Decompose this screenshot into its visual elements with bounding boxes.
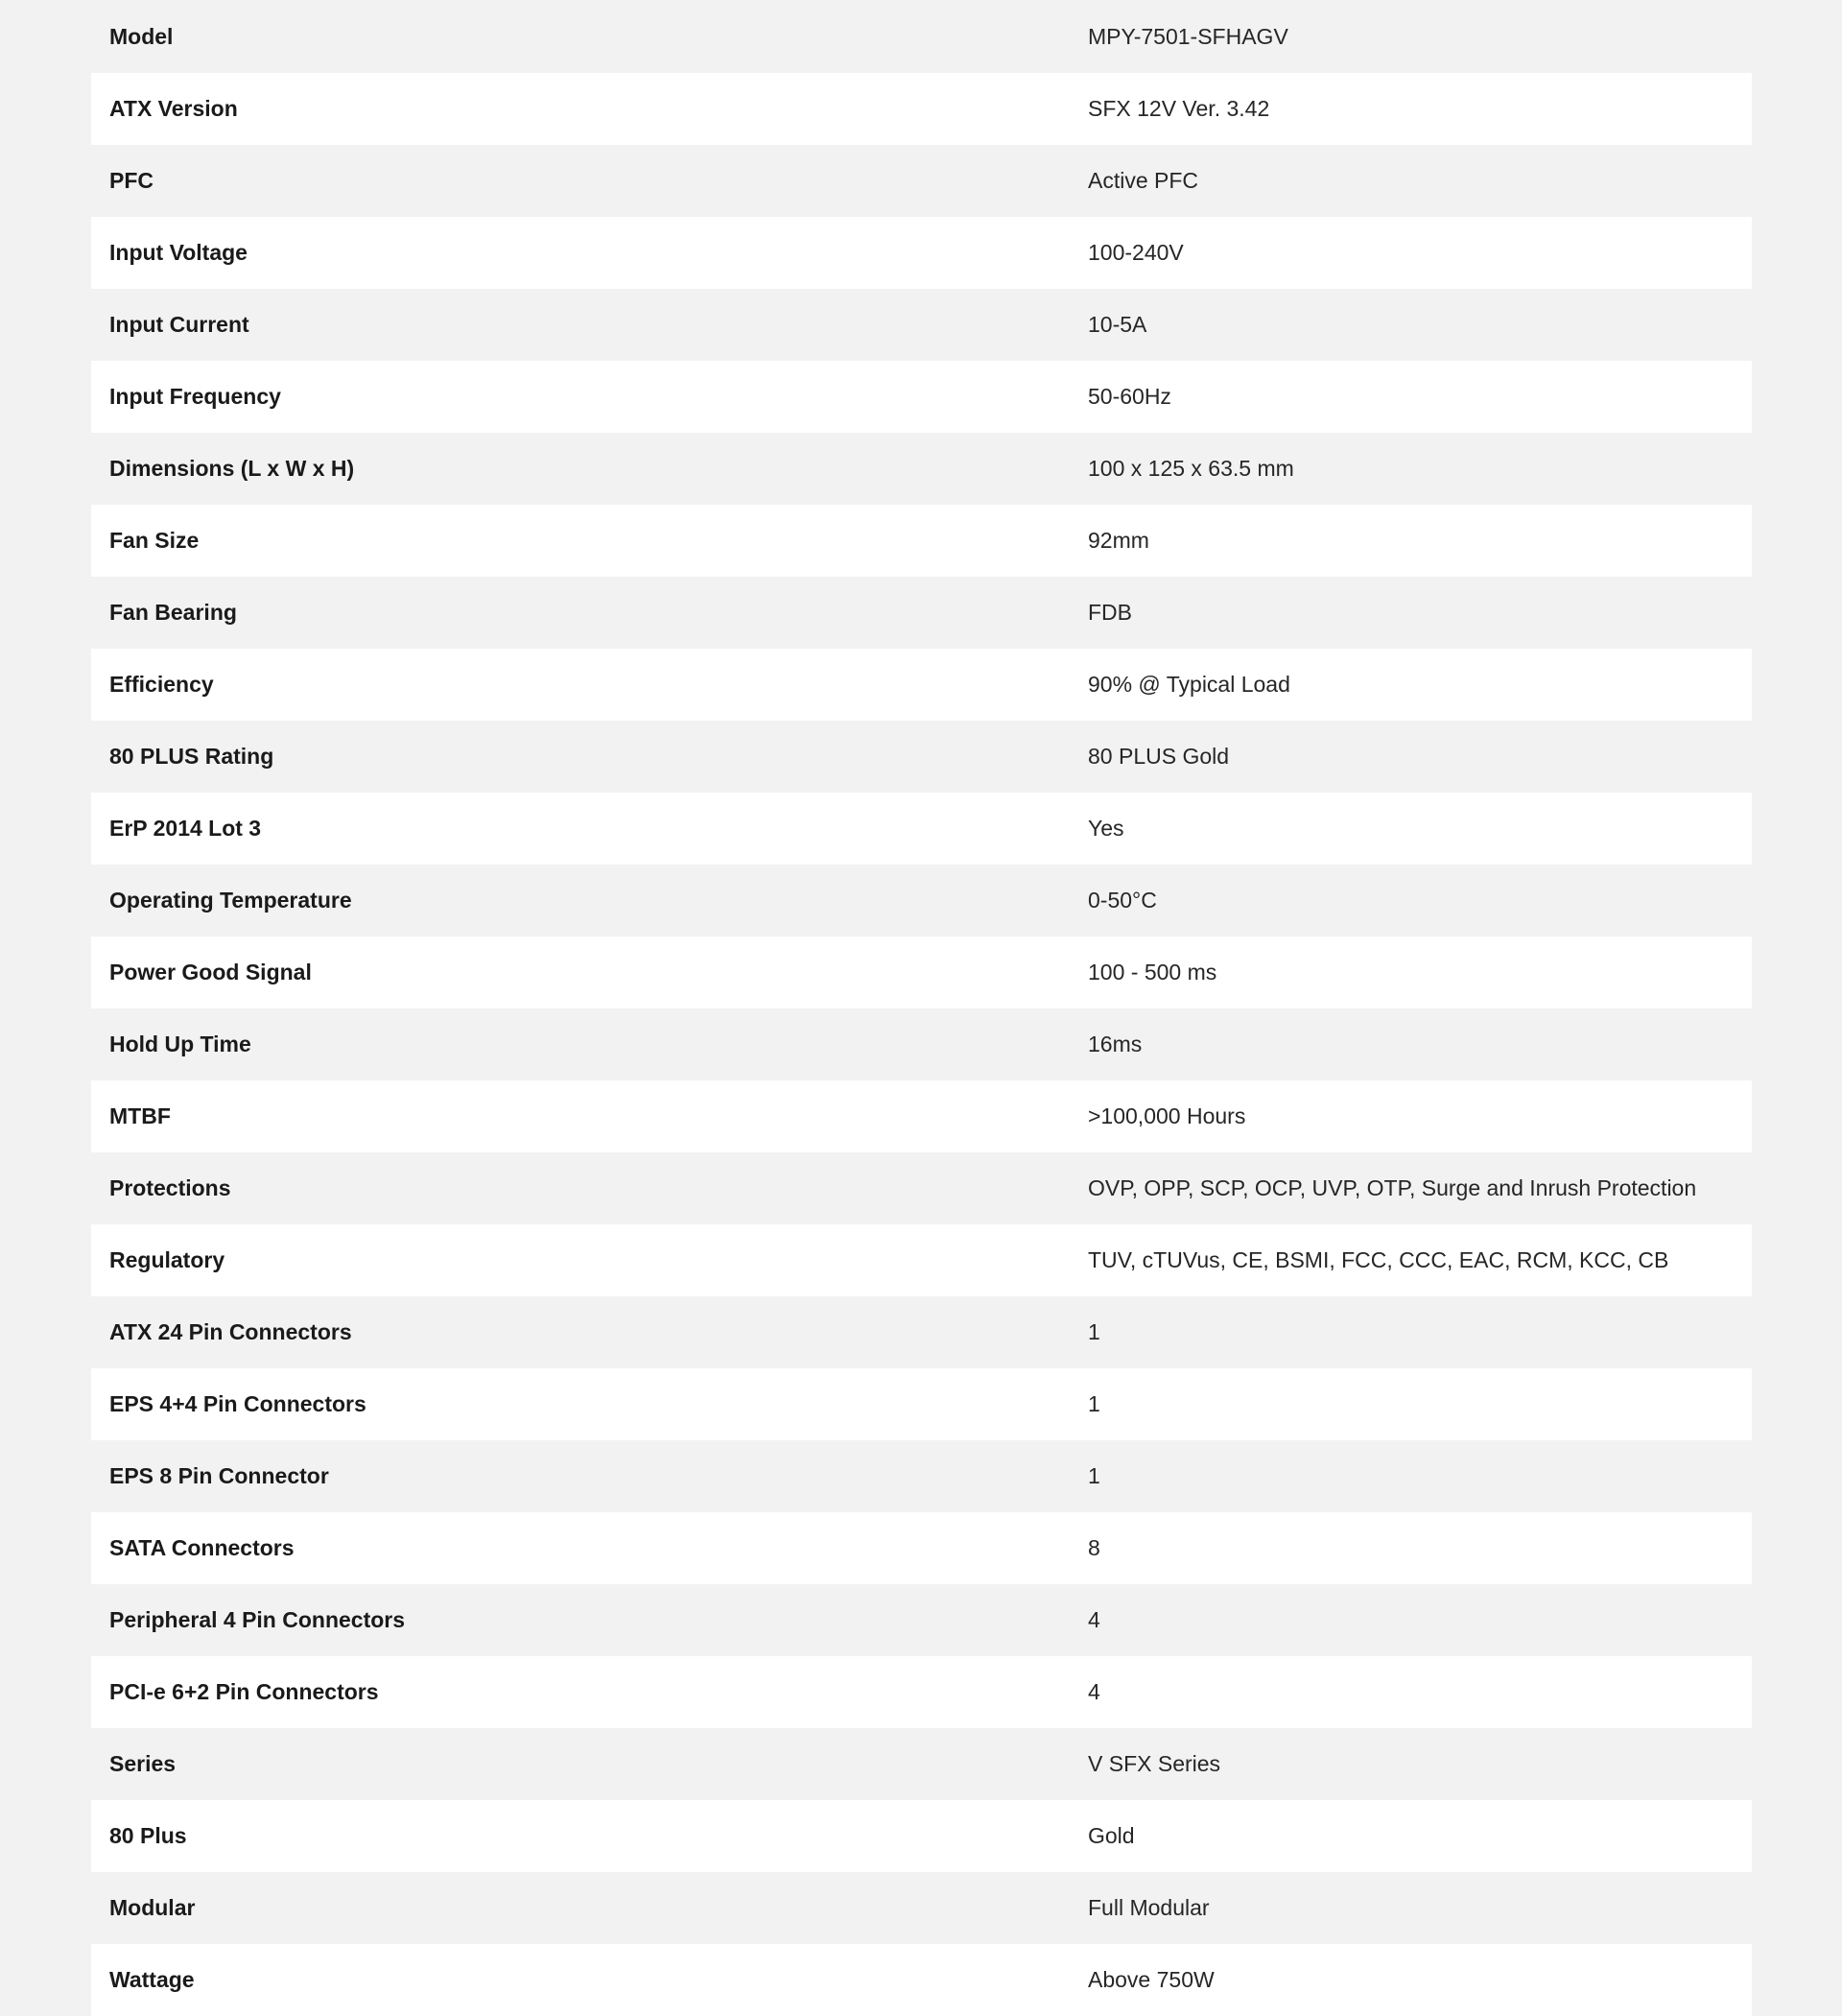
spec-label: MTBF [109, 1103, 171, 1128]
spec-label: Input Voltage [109, 240, 248, 265]
spec-value: 1 [1088, 1319, 1100, 1344]
spec-row [91, 721, 1752, 793]
spec-value: 10-5A [1088, 312, 1147, 337]
spec-label: Input Frequency [109, 384, 281, 409]
spec-label: PCI-e 6+2 Pin Connectors [109, 1679, 379, 1704]
spec-value: 90% @ Typical Load [1088, 672, 1290, 697]
spec-row [91, 1944, 1752, 2016]
spec-row [91, 1440, 1752, 1512]
spec-label: Hold Up Time [109, 1032, 251, 1056]
spec-value: SFX 12V Ver. 3.42 [1088, 96, 1270, 121]
spec-value: 92mm [1088, 528, 1149, 553]
spec-row [91, 1008, 1752, 1080]
spec-label: ATX Version [109, 96, 238, 121]
spec-row [91, 73, 1752, 145]
spec-label: ErP 2014 Lot 3 [109, 816, 262, 841]
spec-row [91, 577, 1752, 649]
spec-value: 100-240V [1088, 240, 1184, 265]
spec-row [91, 1872, 1752, 1944]
spec-row [91, 937, 1752, 1008]
spec-label: ATX 24 Pin Connectors [109, 1319, 352, 1344]
spec-label: Fan Size [109, 528, 200, 553]
spec-label: Fan Bearing [109, 600, 237, 625]
spec-value: OVP, OPP, SCP, OCP, UVP, OTP, Surge and Inrush Protection [1088, 1175, 1697, 1200]
spec-value: Active PFC [1088, 168, 1199, 193]
spec-value: 4 [1088, 1607, 1100, 1632]
spec-label: 80 PLUS Rating [109, 744, 274, 769]
spec-label: PFC [109, 168, 154, 193]
spec-label: 80 Plus [109, 1823, 187, 1848]
spec-row [91, 1800, 1752, 1872]
spec-value: Above 750W [1088, 1967, 1215, 1992]
spec-value: 50-60Hz [1088, 384, 1171, 409]
spec-row [91, 1152, 1752, 1224]
spec-label: Model [109, 24, 174, 49]
spec-label: EPS 8 Pin Connector [109, 1463, 329, 1488]
spec-row [91, 1296, 1752, 1368]
spec-value: Yes [1088, 816, 1124, 841]
spec-value: 80 PLUS Gold [1088, 744, 1230, 769]
spec-value: Full Modular [1088, 1895, 1210, 1920]
spec-value: MPY-7501-SFHAGV [1088, 24, 1288, 49]
spec-label: Peripheral 4 Pin Connectors [109, 1607, 406, 1632]
spec-row [91, 1080, 1752, 1152]
spec-value: FDB [1088, 600, 1132, 625]
spec-value: 8 [1088, 1535, 1100, 1560]
spec-value: 1 [1088, 1463, 1100, 1488]
spec-label: Wattage [109, 1967, 195, 1992]
spec-row [91, 1, 1752, 73]
spec-value: Gold [1088, 1823, 1135, 1848]
spec-value: 1 [1088, 1391, 1100, 1416]
spec-label: Operating Temperature [109, 888, 352, 913]
spec-row [91, 1656, 1752, 1728]
spec-label: Regulatory [109, 1247, 225, 1272]
spec-value: 4 [1088, 1679, 1100, 1704]
spec-value: V SFX Series [1088, 1751, 1221, 1776]
spec-value: 16ms [1088, 1032, 1143, 1056]
spec-value: 100 - 500 ms [1088, 960, 1217, 984]
spec-row [91, 505, 1752, 577]
spec-label: Power Good Signal [109, 960, 312, 984]
spec-label: Modular [109, 1895, 196, 1920]
spec-label: SATA Connectors [109, 1535, 295, 1560]
spec-label: Protections [109, 1175, 231, 1200]
spec-row [91, 793, 1752, 865]
spec-value: 0-50°C [1088, 888, 1157, 913]
spec-value: 100 x 125 x 63.5 mm [1088, 456, 1294, 481]
spec-row [91, 433, 1752, 505]
spec-label: Efficiency [109, 672, 214, 697]
spec-row [91, 1584, 1752, 1656]
spec-row [91, 145, 1752, 217]
spec-value: TUV, cTUVus, CE, BSMI, FCC, CCC, EAC, RCM, KCC, CB [1088, 1247, 1669, 1272]
spec-row [91, 1728, 1752, 1800]
spec-value: >100,000 Hours [1088, 1103, 1246, 1128]
spec-row [91, 865, 1752, 937]
spec-label: Series [109, 1751, 177, 1776]
spec-label: Input Current [109, 312, 249, 337]
spec-row [91, 289, 1752, 361]
spec-row [91, 1512, 1752, 1584]
spec-label: Dimensions (L x W x H) [109, 456, 355, 481]
spec-row [91, 1368, 1752, 1440]
spec-row [91, 217, 1752, 289]
spec-row [91, 361, 1752, 433]
spec-label: EPS 4+4 Pin Connectors [109, 1391, 366, 1416]
spec-table [91, 1, 1752, 2016]
spec-row [91, 649, 1752, 721]
spec-row [91, 1224, 1752, 1296]
